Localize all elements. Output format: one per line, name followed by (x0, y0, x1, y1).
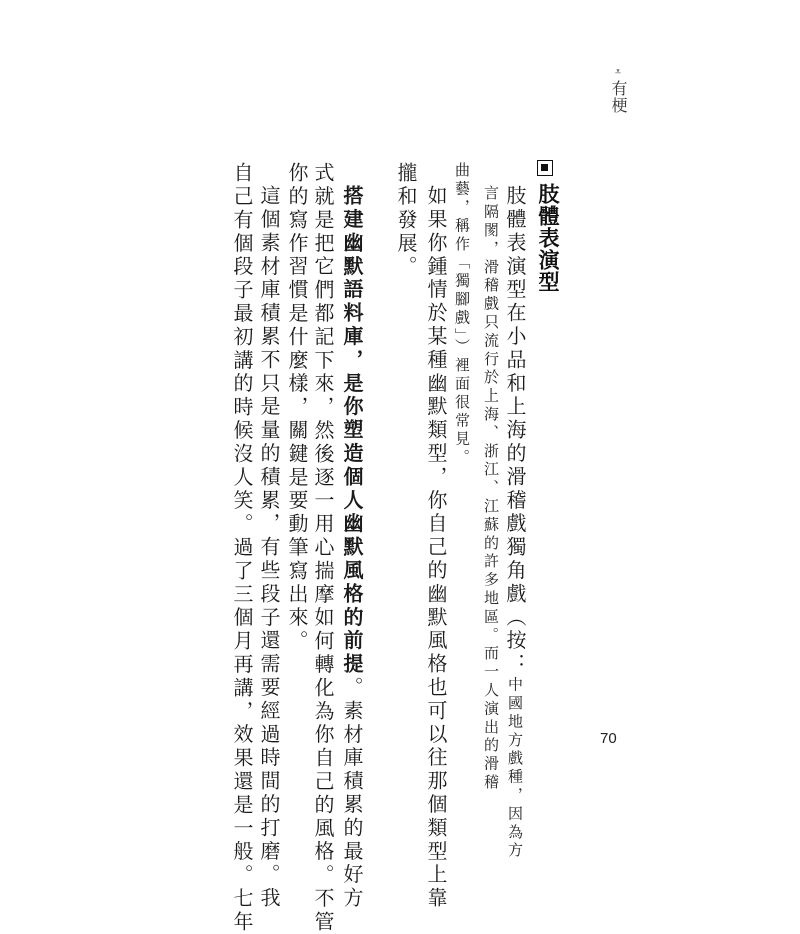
text-column-6 (342, 185, 362, 910)
running-head-title: 有梗 (609, 80, 628, 114)
text-column-1 (505, 185, 525, 860)
text-column-3: 曲藝，稱作「獨腳戲」）裡面很常見。 (453, 162, 471, 468)
text-column-10: 自己有個段子最初講的時候沒人笑。過了三個月再講，效果還是一般。七年 (230, 162, 254, 934)
emphasis-text-1: 搭建幽默語料庫， (340, 185, 364, 373)
emphasis-text-3: 你塑造個人幽默風格的前提 (340, 395, 364, 677)
text-column-4: 如果你鍾情於某種幽默類型，你自己的幽默風格也可以往那個類型上靠 (424, 185, 448, 911)
column-1-note: 中國地方戲種，因為方 (506, 676, 524, 861)
text-column-9: 這個素材庫積累不只是量的積累，有些段子還需要經過時間的打磨。我 (257, 185, 281, 911)
text-column-5: 攏和發展。 (394, 162, 418, 279)
double-chevron-down-icon: ⩡ (614, 65, 622, 78)
text-column-7: 式就是把它們都記下來，然後逐一用心揣摩如何轉化為你自己的風格。不管 (311, 162, 335, 934)
square-bullet-icon (537, 160, 553, 176)
emphasis-text-2: 是 (340, 372, 364, 396)
column-1-text: 肢體表演型在小品和上海的滑稽戲獨角戲（按： (503, 185, 527, 677)
text-column-2: 言隔閡，滑稽戲只流行於上海、浙江、江蘇的許多地區。而一人演出的滑稽 (482, 185, 500, 793)
column-6-rest: 。素材庫積累的最好方 (340, 676, 364, 911)
page-number: 70 (600, 730, 617, 747)
running-head (606, 66, 630, 114)
section-heading: 肢體表演型 (536, 183, 560, 293)
text-column-8: 你的寫作習慣是什麼樣，關鍵是要動筆寫出來。 (285, 162, 309, 654)
